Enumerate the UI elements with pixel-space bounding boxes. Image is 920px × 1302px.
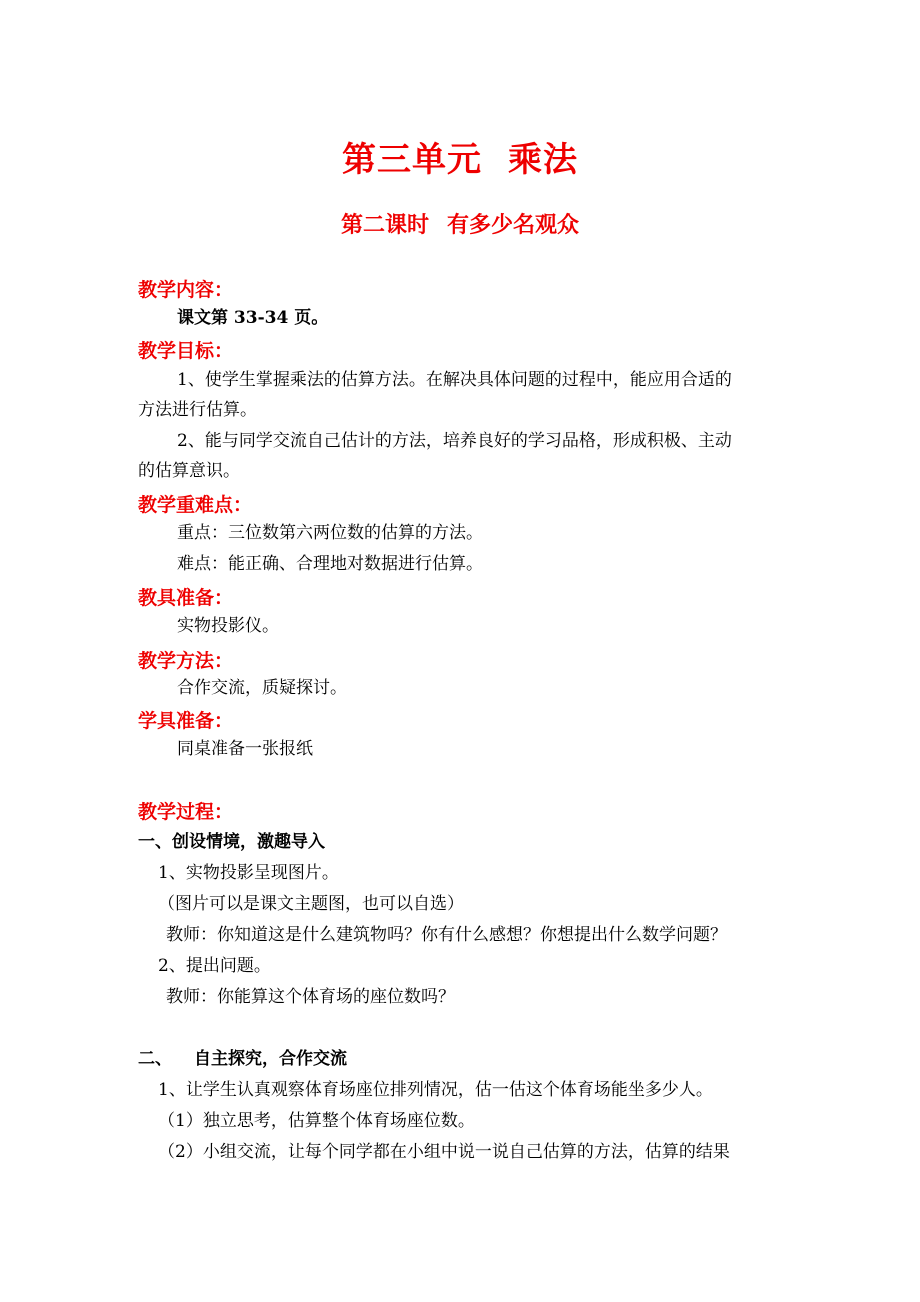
section-heading-student-prep: 学具准备：: [138, 710, 234, 732]
process-part-2-title: [138, 1048, 347, 1070]
key-point: 重点：三位数第六两位数的估算的方法。: [177, 523, 483, 543]
process-part-2-number: 二、: [138, 1049, 172, 1069]
process-part-1-line-1: 1、实物投影呈现图片。: [158, 863, 339, 883]
section-heading-methods: 教学方法：: [138, 650, 234, 672]
objective-2-line-2: 的估算意识。: [138, 461, 240, 481]
unit-title: [0, 132, 920, 181]
process-part-1-line-3: 教师：你知道这是什么建筑物吗？你有什么感想？你想提出什么数学问题？: [166, 925, 727, 945]
process-part-1-line-4: 2、提出问题。: [158, 956, 271, 976]
process-part-2-title-text: 自主探究，合作交流: [194, 1049, 347, 1069]
process-part-1-line-2: （图片可以是课文主题图，也可以自选）: [158, 894, 464, 914]
process-part-2-line-2: （1）独立思考，估算整个体育场座位数。: [158, 1111, 475, 1131]
lesson-title: [0, 208, 920, 239]
section-heading-content: 教学内容：: [138, 279, 234, 301]
objective-2-line-1: 2、能与同学交流自己估计的方法，培养良好的学习品格，形成积极、主动: [177, 431, 732, 451]
section-heading-process: 教学过程：: [138, 801, 234, 823]
unit-title-part2: 乘法: [508, 140, 578, 180]
lesson-title-part2: 有多少名观众: [447, 212, 580, 238]
section-heading-teaching-aids: 教具准备：: [138, 587, 234, 609]
section-heading-key-points: 教学重难点：: [138, 494, 253, 516]
teaching-aids-text: 实物投影仪。: [177, 616, 279, 636]
objective-1-line-1: 1、使学生掌握乘法的估算方法。在解决具体问题的过程中，能应用合适的: [177, 370, 732, 390]
section-heading-objectives: 教学目标：: [138, 340, 234, 362]
methods-text: 合作交流，质疑探讨。: [177, 678, 347, 698]
lesson-title-part1: 第二课时: [340, 212, 429, 238]
objective-1-line-2: 方法进行估算。: [138, 400, 257, 420]
process-part-2-line-3: （2）小组交流，让每个同学都在小组中说一说自己估算的方法，估算的结果: [158, 1142, 730, 1162]
content-text: 课文第 33-34 页。: [177, 308, 329, 328]
process-part-2-line-1: 1、让学生认真观察体育场座位排列情况，估一估这个体育场能坐多少人。: [158, 1080, 713, 1100]
unit-title-part1: 第三单元: [342, 140, 482, 180]
student-prep-text: 同桌准备一张报纸: [177, 739, 313, 759]
process-part-1-title: 一、创设情境，激趣导入: [138, 832, 325, 852]
difficult-point: 难点：能正确、合理地对数据进行估算。: [177, 554, 483, 574]
process-part-1-line-5: 教师：你能算这个体育场的座位数吗？: [166, 987, 455, 1007]
